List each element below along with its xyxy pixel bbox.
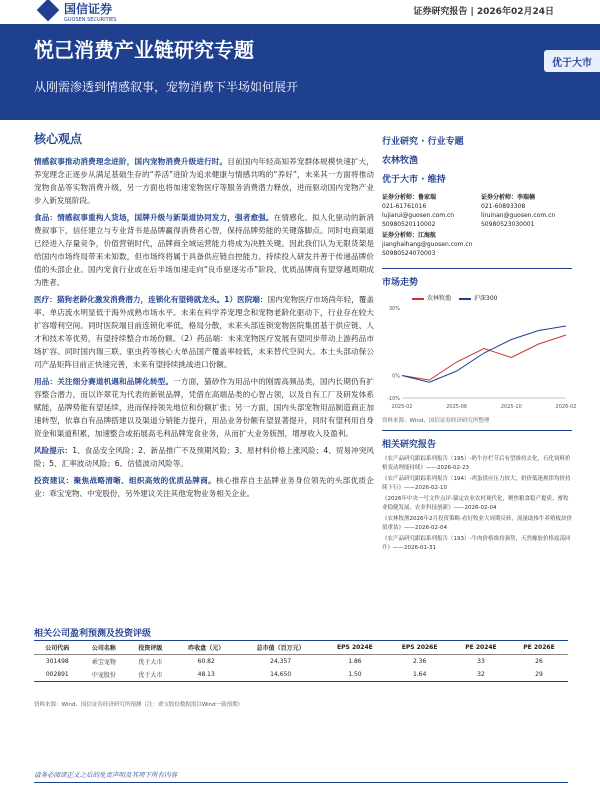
related-report-link[interactable]: 《农林牧渔2026年2月投资策略-看好牧业大周期反转，流量助推牛养殖板块价值重估》——2026-02-04	[382, 516, 572, 531]
legend-item	[412, 293, 451, 302]
market-trend-title: 市场走势	[382, 278, 419, 288]
chart-source: 资料来源：Wind、国信证券经济研究所整理	[382, 418, 490, 424]
y-tick-label: -10%	[387, 396, 400, 402]
paragraph-highlight: 风险提示：	[34, 446, 73, 455]
report-type: 证券研究报告	[413, 7, 468, 17]
table-header-cell: 投资评级	[127, 641, 174, 655]
table-source: 资料来源：Wind、国信证券经济研究所预测（注：乖宝股份数据需以Wind一致预期）	[34, 702, 244, 708]
analyst-name: 江海航	[418, 232, 437, 239]
analyst-email[interactable]: lujiarui@guosen.com.cn	[382, 212, 455, 219]
analyst-title	[481, 193, 572, 202]
paragraph-text: 在情感化、拟人化驱动的新消费叙事下，信任建立与专业背书是品牌赢得消费者心智，保持品牌势能的关键落脚点。同时电商渠道已经进入存量竞争，价值营销时代，品牌商全域运营能力将成为决胜关键。因此我们认为无限货架是给国内市场终局带来未知数，但市场终将属于具备供应链自控能力、持续投入研发并善于传递品牌价值的头部企业。国内宠食行业或在后半场加速走向“良币驱逐劣币”阶段，优质品牌商有望穿越周期成为胜者。	[34, 213, 374, 287]
table-cell: 301498	[45, 658, 69, 665]
market-chart	[382, 302, 577, 412]
related-report-link[interactable]: 《农产品研究跟踪系列报告（194）-鸡蛋供应压力较大，奶价低迷规律均价持续下行》——2026-02-10	[382, 476, 571, 491]
analyst-card	[382, 193, 473, 229]
logo-name: 国信证券	[64, 1, 113, 16]
analyst-name: 鲁家瑞	[418, 194, 437, 201]
sector-rating: 优于大市 · 维持	[382, 175, 446, 185]
market-chart-svg	[382, 302, 577, 412]
related-reports	[382, 455, 572, 552]
table-cell: 优于大市	[127, 668, 174, 682]
paragraph-text: 一方面，猫砂作为用品中的刚需高频品类，国内长期仍有扩容整合潜力，而以许翠花为代表的新锐品牌，凭借在高端品类的心智占领，以及自有工厂及研发体系赋能，品牌势能有望延续，进而保持领先地位和份额扩张；另一方面，国内头部宠物用品制造商正加速转型，依靠自有品牌搭建以及渠道分销能力提升，用品业务份额有望显著提升，同时有望利用自身资金和渠道积累，加速整合或拓展高毛利品牌宠食业务，从而扩大业务版图，增厚收入及盈利。	[34, 377, 375, 438]
divider	[382, 430, 572, 431]
core-paragraph	[34, 293, 374, 371]
paragraph-highlight: 医疗：猫狗老龄化激发消费潜力，连锁化有望铸就龙头。1）医院端：	[34, 295, 268, 304]
disclaimer-footer: 请务必阅读正文之后的免责声明及其项下所有内容	[34, 771, 177, 779]
analyst-cert: S0980524070003	[382, 250, 436, 257]
table-cell: 2.36	[412, 658, 427, 665]
industry-label: 行业研究 · 行业专题	[382, 137, 464, 147]
analyst-phone: 021-60893308	[481, 203, 526, 210]
table-cell: 48.13	[174, 668, 239, 682]
analyst-title	[382, 231, 473, 240]
paragraph-text: 1、食品安全风险；2、新品推广不及预期风险；3、原材料价格上涨风险；4、贸易冲突风险；5、汇率波动风险；6、估值波动风险等。	[34, 446, 375, 468]
table-header-cell: EPS 2024E	[323, 641, 388, 655]
series-line	[402, 335, 566, 380]
report-meta: 证券研究报告 | 2026年02月24日	[413, 7, 554, 17]
table-header-cell: PE 2026E	[510, 641, 568, 655]
sidebar	[382, 134, 577, 555]
table-cell: 1.50	[323, 668, 388, 682]
analyst-card	[481, 193, 572, 229]
x-tick-label: 2025-06	[446, 404, 468, 410]
table-header-row	[34, 641, 568, 655]
x-tick-label: 2025-10	[500, 404, 522, 410]
table-header-cell: 公司名称	[81, 641, 128, 655]
table-cell: 33	[477, 658, 485, 665]
section-title: 核心观点	[34, 132, 83, 146]
sector-label: 农林牧渔	[382, 156, 419, 166]
analyst-email[interactable]: liruinan@guosen.com.cn	[481, 212, 556, 219]
analyst-list	[382, 193, 572, 258]
analyst-phone: 021-61761016	[382, 203, 427, 210]
paragraph-highlight: 用品：关注细分赛道机遇和品牌化转型。	[34, 377, 174, 386]
related-report-link[interactable]: 《农产品研究跟踪系列报告（193）-牛肉价格维持强势，天然橡胶价格震荡回升》——2026-01-31	[382, 536, 571, 551]
table-cell: 29	[510, 668, 568, 682]
table-cell: 002891	[34, 668, 81, 682]
analyst-title	[382, 193, 473, 202]
core-paragraph	[34, 474, 374, 500]
paragraph-highlight: 食品：情感叙事重构人货场，国牌升级与新渠道协同发力，强者愈强。	[34, 213, 274, 222]
paragraph-highlight: 情感叙事推动消费理念进阶，国内宠物消费升级进行时。	[34, 157, 228, 166]
table-cell: 60.82	[197, 658, 215, 665]
legend-item	[459, 293, 497, 302]
table-body	[34, 655, 568, 682]
paragraph-highlight: 投资建议：聚焦战略清晰、组织高效的优质品牌商。	[34, 476, 217, 485]
legend-label: 农林牧渔	[427, 295, 452, 302]
table-cell: 优于大市	[138, 659, 163, 666]
analyst-email[interactable]: jianghaihang@guosen.com.cn	[382, 241, 473, 248]
table-cell: 24,357	[270, 658, 292, 665]
table-cell: 32	[452, 668, 510, 682]
table-header-cell: 总市值（百万元）	[239, 641, 323, 655]
core-paragraph	[34, 155, 374, 207]
table-cell: 中宠股份	[81, 668, 128, 682]
table-title: 相关公司盈利预测及投资评级	[34, 629, 152, 639]
analyst-cert: S0980523030001	[481, 221, 535, 228]
analyst-cert: S0980520110002	[382, 221, 436, 228]
y-tick-label: 30%	[388, 306, 400, 312]
y-tick-label: 0%	[392, 373, 400, 380]
x-tick-label: 2025-02	[391, 404, 413, 410]
core-paragraph	[34, 211, 374, 289]
analyst-role: 证券分析师：	[382, 194, 419, 201]
analyst-card	[382, 231, 473, 258]
table-header-cell: EPS 2026E	[387, 641, 452, 655]
report-date: 2026年02月24日	[476, 7, 554, 17]
company-logo	[40, 0, 117, 23]
top-bar	[0, 0, 600, 22]
analyst-role: 证券分析师：	[382, 232, 419, 239]
table-header-cell: PE 2024E	[452, 641, 510, 655]
report-subtitle: 从刚需渗透到情感叙事，宠物消费下半场如何展开	[34, 80, 299, 94]
core-paragraph	[34, 375, 374, 440]
analyst-role: 证券分析师：	[481, 194, 518, 201]
logo-english: GUOSEN SECURITIES	[64, 16, 117, 23]
paragraph-text: 目前国内年轻高知养宠群体规模快速扩大，养宠理念正逐步从满足基础生存的“养活”进阶为追求健康与情感共鸣的“养好”，未来其一方面将推动宠物食品等实物消费升级，另一方面也将加速宠物医疗等服务消费潜力释放，进而驱动国内宠物产业步入新发展阶段。	[34, 157, 375, 205]
footer-line	[34, 782, 568, 783]
x-tick-label: 2026-02	[555, 404, 577, 410]
legend-swatch	[412, 298, 424, 300]
table-cell: 1.86	[348, 658, 362, 665]
paragraph-text: 国内宠物医疗市场尚年轻，覆盖率、单店流水明显低于海外成熟市场水平。未来在科学养宠理念和宠物老龄化驱动下，行业存在较大扩容增利空间。同时医院端目前连锁化率低，格局分散，未来头部连锁宠物医院集团基于供应链、人才和技术等优势，有望持续整合市场份额。（2）药品端：未来宠物医疗发展有望同步带动上游药品市场扩容。同时国内瑞三联、驱虫药等核心大单品国产覆盖率较低，未来替代空间大。本土头部动保公司产品矩阵目前正快速完善，未来有望持续挑战进口份额。	[34, 295, 375, 369]
table-cell: 26	[535, 658, 543, 665]
series-line	[402, 326, 566, 382]
table-header-cell: 公司代码	[34, 641, 81, 655]
report-title: 悦己消费产业链研究专题	[34, 38, 254, 62]
paragraph-text: 核心推荐自主品牌业务身位领先的头部优质企业：乖宝宠物、中宠股份，另外建议关注其他宠物业务相关企业。	[34, 476, 374, 498]
logo-diamond-icon	[37, 0, 60, 21]
rating-badge: 优于大市	[544, 50, 600, 72]
related-report-link[interactable]: 《2026年中央一号文件点评-锚定农业农村现代化，聚焦粮食稳产提质、畜牧业稳健发展、农业科技创新》——2026-02-04	[382, 496, 569, 511]
table-row	[34, 655, 568, 669]
core-views	[34, 130, 374, 504]
title-banner	[0, 24, 600, 120]
forecast-table	[34, 640, 568, 682]
analyst-name: 李瑞楠	[517, 194, 536, 201]
core-paragraph	[34, 444, 374, 470]
related-report-link[interactable]: 《农产品研究跟踪系列报告（195）-奶牛存栏节后有望维持去化，石化饲料价格变动理能持续》——2026-02-23	[382, 456, 571, 471]
divider	[382, 268, 572, 269]
related-title: 相关研究报告	[382, 440, 437, 450]
table-cell: 14,650	[239, 668, 323, 682]
legend-swatch	[459, 298, 471, 300]
table-cell: 乖宝宠物	[91, 659, 116, 666]
core-paragraphs	[34, 155, 374, 500]
table-header-cell: 昨收盘（元）	[174, 641, 239, 655]
table-row	[34, 668, 568, 682]
table-cell: 1.64	[387, 668, 452, 682]
chart-legend	[412, 293, 572, 302]
legend-label: 沪深300	[474, 295, 498, 302]
